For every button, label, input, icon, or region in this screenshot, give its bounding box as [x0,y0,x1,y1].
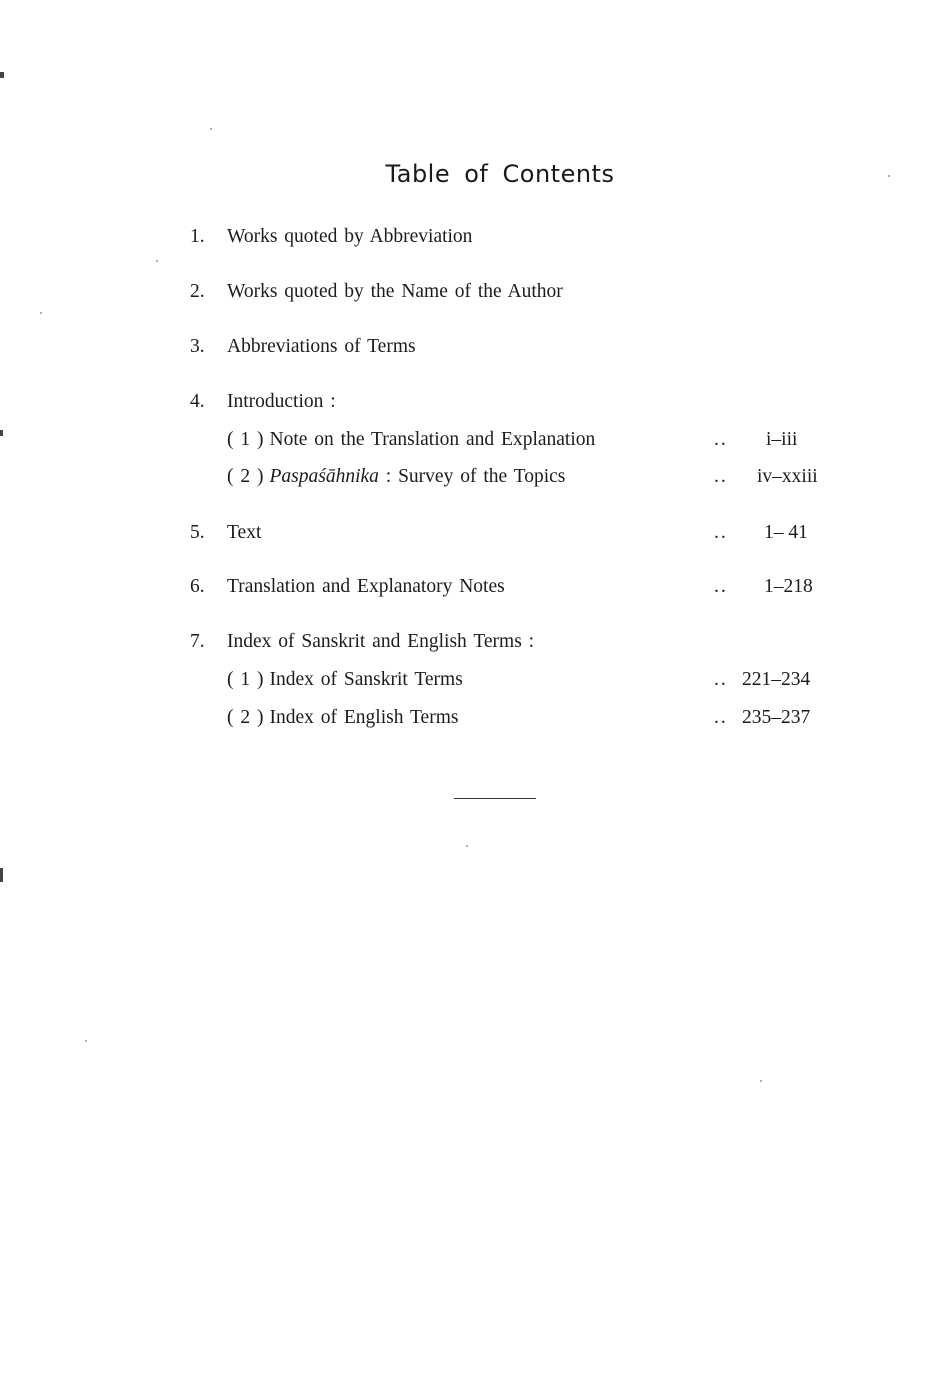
subentry-number: ( 1 ) [227,429,264,450]
subentry-text: Index of English Terms [269,707,459,728]
page-range: 221–234 [742,669,811,690]
scan-mark [0,868,3,882]
scan-speck [156,260,158,262]
subentry-label [227,669,463,691]
subentry-text: Index of Sanskrit Terms [269,669,463,690]
subentry-number: ( 2 ) [227,466,264,487]
entry-number: 3. [190,336,205,357]
dot-leader: .. [714,669,728,690]
entry-number: 2. [190,281,205,302]
scan-speck [760,1080,762,1082]
entry-number: 4. [190,391,205,412]
entry-number: 7. [190,631,205,652]
entry-number: 1. [190,226,205,247]
entry-label: Index of Sanskrit and English Terms : [227,631,535,652]
page-range: i–iii [766,429,798,450]
page-range: 235–237 [742,707,811,728]
subentry-text: Note on the Translation and Explanation [269,429,596,450]
scan-speck [40,312,42,314]
entry-label: Translation and Explanatory Notes [227,576,505,597]
dot-leader: .. [714,522,728,543]
scan-mark [0,430,3,436]
scan-speck [85,1040,87,1042]
subentry-label [227,466,565,488]
entry-label: Works quoted by the Name of the Author [227,281,563,302]
closing-rule [454,798,536,799]
page-range: iv–xxiii [757,466,818,487]
dot-leader: .. [714,707,728,728]
entry-number: 6. [190,576,205,597]
dot-leader: .. [714,466,728,487]
page-range: 1– 41 [764,522,808,543]
dot-leader: .. [714,576,728,597]
scan-speck [888,175,890,177]
subentry-number: ( 1 ) [227,669,264,690]
page-title: Table of Contents [385,160,615,188]
subentry-number: ( 2 ) [227,707,264,728]
dot-leader: .. [714,429,728,450]
subentry-italic-term: Paspaśāhnika [269,466,379,487]
scan-speck [466,845,468,847]
entry-label: Works quoted by Abbreviation [227,226,473,247]
scan-speck [210,128,212,130]
entry-label: Abbreviations of Terms [227,336,416,357]
entry-number: 5. [190,522,205,543]
subentry-label [227,429,595,451]
subentry-text: : Survey of the Topics [378,466,566,487]
page-range: 1–218 [764,576,813,597]
entry-label: Introduction : [227,391,336,412]
subentry-label [227,707,458,729]
entry-label: Text [227,522,262,543]
scan-mark [0,72,4,78]
